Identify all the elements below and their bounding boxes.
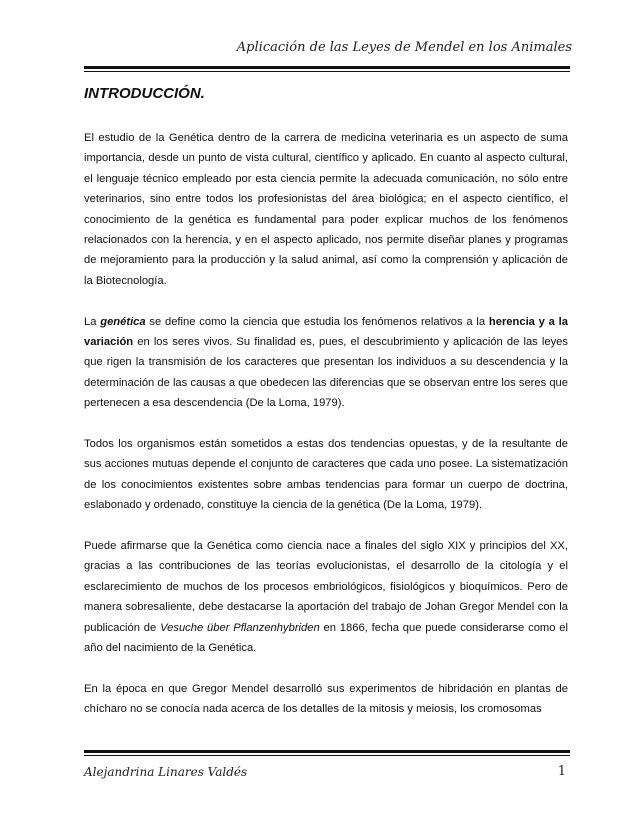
term-herencia-variacion: herencia y a la variación	[84, 315, 569, 349]
text-span: se define como la ciencia que estudia los fenómenos relativos a la	[145, 315, 489, 328]
page-number: 1	[557, 764, 566, 779]
header-rule	[84, 66, 570, 72]
running-header: Aplicación de las Leyes de Mendel en los Animales	[236, 40, 572, 55]
paragraph-1: El estudio de la Genética dentro de la carrera de medicina veterinaria es un aspecto de suma importancia, desde un punto de vista cultural, científico y aplicado. En cuanto al aspecto cultural, el lenguaje técnico empleado por esta ciencia permite la adecuada comunicación, no sólo entre veterinarios, sino entre todos los profesionistas del área biológica; en el aspecto científico, el conocimiento de la genética es fundamental para poder explicar muchos de los fenómenos relacionados con la herencia, y en el aspecto aplicado, nos permite diseñar planes y programas de mejoramiento para la producción y la salud animal, así como la comprensión y aplicación de la Biotecnología.	[84, 132, 568, 287]
paragraph-4	[84, 536, 568, 658]
text-span: La	[84, 315, 101, 328]
text-span: en 1866, fecha que puede considerarse como el año del nacimiento de la Genética.	[84, 621, 568, 655]
section-heading: INTRODUCCIÓN.	[84, 85, 205, 102]
publication-title: Vesuche über Pflanzenhybriden	[160, 621, 320, 634]
body-text	[84, 128, 568, 740]
term-genetica: genética	[100, 315, 146, 328]
paragraph-3: Todos los organismos están sometidos a estas dos tendencias opuestas, y de la resultante de sus acciones mutuas depende el conjunto de caracteres que cada uno posee. La sistematización de los conocimientos existentes sobre ambas tendencias para formar un cuerpo de doctrina, eslabonado y ordenado, constituye la ciencia de la genética (De la Loma, 1979).	[84, 438, 568, 512]
text-span: Puede afirmarse que la Genética como ciencia nace a finales del siglo XIX y principios del XX, gracias a las contribuciones de las teorías evolucionistas, el desarrollo de la citología y el esclarecimiento de muchos de los procesos embriológicos, fisiológicos y bioquímicos. Pero de manera sobresaliente, debe destacarse la aportación del trabajo de Johan Gregor Mendel con la publicación de	[84, 540, 568, 634]
footer-rule	[84, 750, 570, 756]
footer-author: Alejandrina Linares Valdés	[84, 765, 248, 779]
paragraph-2	[84, 312, 568, 414]
text-span: en los seres vivos. Su finalidad es, pues, el descubrimiento y aplicación de las leyes que rigen la transmisión de los caracteres que presentan los individuos a su descendencia y la determinación de las causas a que obedecen las diferencias que se observan entre los seres que pertenecen a esa descendencia (De la Loma, 1979).	[84, 336, 568, 410]
paragraph-5: En la época en que Gregor Mendel desarrolló sus experimentos de hibridación en plantas de chícharo no se conocía nada acerca de los detalles de la mitosis y meiosis, los cromosomas	[84, 682, 568, 716]
